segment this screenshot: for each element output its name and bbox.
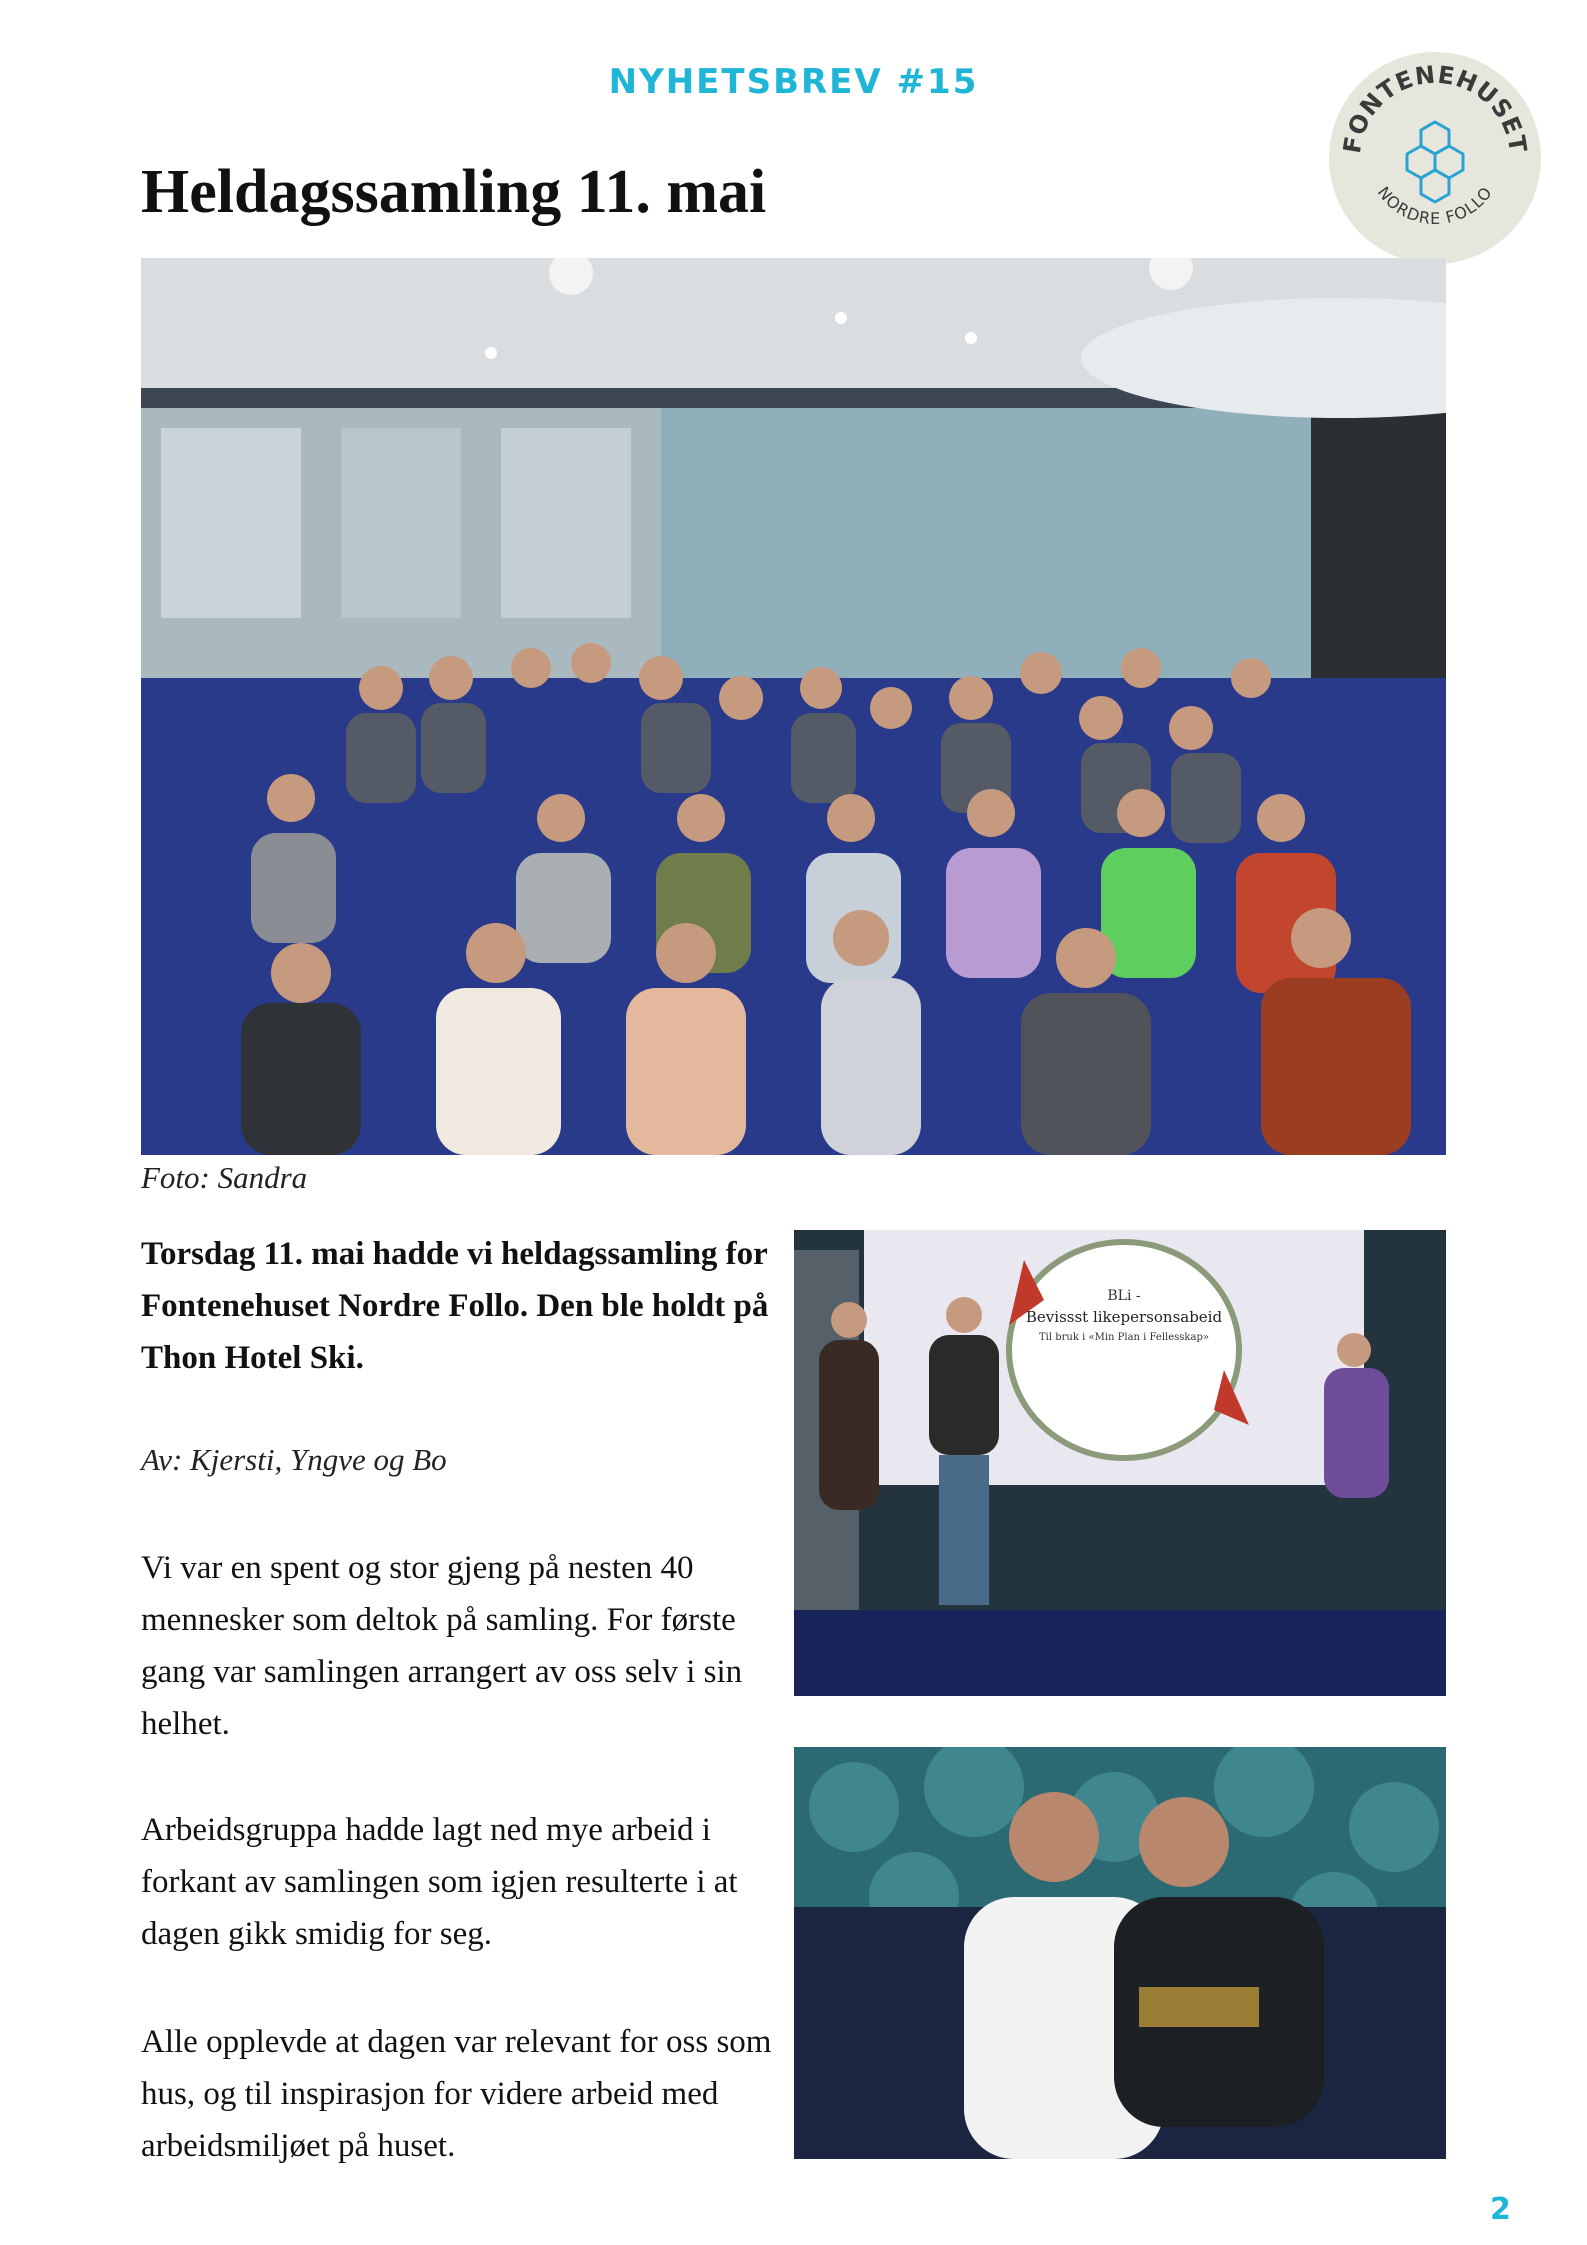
article-paragraph: Arbeidsgruppa hadde lagt ned mye arbeid i forkant av samlingen som igjen resulterte i at dagen gikk smidig for seg. (141, 1812, 738, 1952)
logo-bottom-text: NORDRE FOLLO (1373, 182, 1497, 229)
article-lead: Torsdag 11. mai hadde vi heldagssamling for Fontenehuset Nordre Follo. Den ble holdt på Thon Hotel Ski. (141, 1236, 769, 1376)
article-byline: Av: Kjersti, Yngve og Bo (141, 1442, 447, 1477)
slide-line-3: Til bruk i «Min Plan i Fellesskap» (1039, 1332, 1209, 1343)
two-men-photo (794, 1747, 1446, 2159)
presentation-photo (794, 1230, 1446, 1696)
group-photo (141, 258, 1446, 1155)
article-paragraph: Alle opplevde at dagen var relevant for oss som hus, og til inspirasjon for videre arbeid med arbeidsmiljøet på huset. (141, 2024, 772, 2164)
fontenehuset-logo (1327, 50, 1543, 266)
slide-line-1: BLi - (1107, 1288, 1141, 1304)
photo-caption: Foto: Sandra (141, 1160, 308, 1195)
slide-line-2: Bevissst likepersonsabeid (1025, 1308, 1223, 1326)
logo-top-text: FONTENEHUSET (1337, 60, 1533, 156)
article-paragraph: Vi var en spent og stor gjeng på nesten 40 mennesker som deltok på samling. For første gang var samlingen arrangert av oss selv i sin helhet. (141, 1550, 743, 1742)
newsletter-label: NYHETSBREV #15 (608, 62, 979, 102)
page-number: 2 (1490, 2192, 1511, 2227)
article-title: Heldagssamling 11. mai (141, 158, 767, 226)
